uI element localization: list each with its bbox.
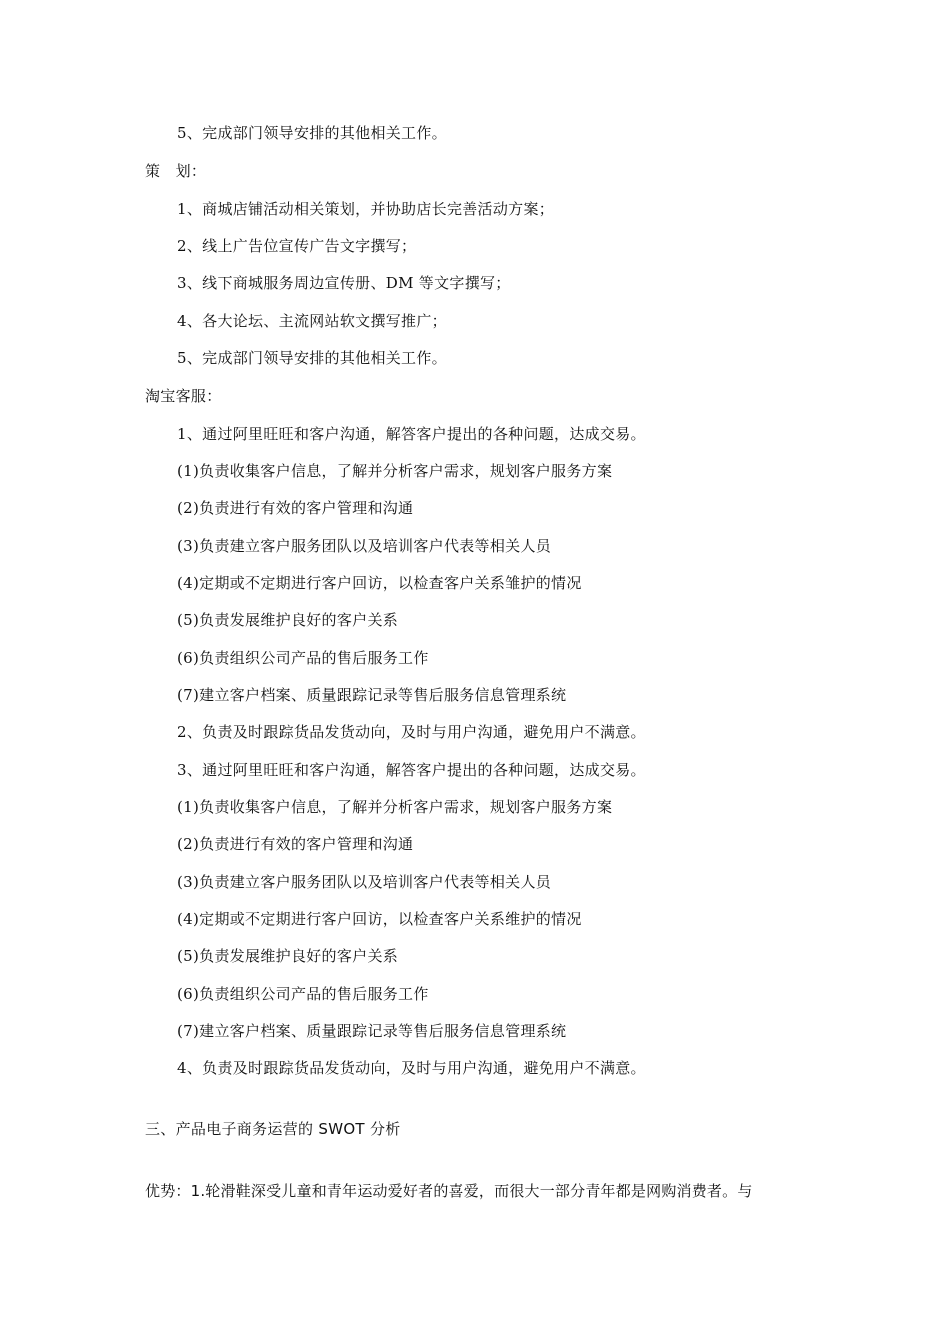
text-line: (7)建立客户档案、质量跟踪记录等售后服务信息管理系统 bbox=[177, 1022, 567, 1040]
text-line-strengths: 优势：1.轮滑鞋深受儿童和青年运动爱好者的喜爱，而很大一部分青年都是网购消费者。与 bbox=[145, 1182, 753, 1200]
text-line: (4)定期或不定期进行客户回访，以检查客户关系维护的情况 bbox=[177, 910, 582, 928]
section-heading-swot: 三、产品电子商务运营的 SWOT 分析 bbox=[145, 1120, 401, 1138]
text-line: 4、各大论坛、主流网站软文撰写推广； bbox=[177, 312, 447, 330]
text-line: (6)负责组织公司产品的售后服务工作 bbox=[177, 985, 429, 1003]
text-line: (6)负责组织公司产品的售后服务工作 bbox=[177, 649, 429, 667]
text-line: 2、线上广告位宣传广告文字撰写； bbox=[177, 237, 417, 255]
text-line: 5、完成部门领导安排的其他相关工作。 bbox=[177, 124, 447, 142]
text-line: (3)负责建立客户服务团队以及培训客户代表等相关人员 bbox=[177, 537, 552, 555]
text-line: 5、完成部门领导安排的其他相关工作。 bbox=[177, 349, 447, 367]
text-line: (1)负责收集客户信息，了解并分析客户需求，规划客户服务方案 bbox=[177, 462, 613, 480]
text-line: (5)负责发展维护良好的客户关系 bbox=[177, 947, 399, 965]
text-line: 1、商城店铺活动相关策划，并协助店长完善活动方案； bbox=[177, 200, 555, 218]
text-line: (2)负责进行有效的客户管理和沟通 bbox=[177, 499, 414, 517]
text-line: (4)定期或不定期进行客户回访，以检查客户关系雏护的情况 bbox=[177, 574, 582, 592]
text-line: (2)负责进行有效的客户管理和沟通 bbox=[177, 835, 414, 853]
text-line: 3、线下商城服务周边宣传册、DM 等文字撰写； bbox=[177, 274, 511, 292]
text-line: (5)负责发展维护良好的客户关系 bbox=[177, 611, 399, 629]
text-line: 2、负责及时跟踪货品发货动向，及时与用户沟通，避免用户不满意。 bbox=[177, 723, 646, 741]
section-label-taobao-service: 淘宝客服： bbox=[145, 387, 222, 405]
text-line: 1、通过阿里旺旺和客户沟通，解答客户提出的各种问题，达成交易。 bbox=[177, 425, 646, 443]
section-label-planning: 策 划： bbox=[145, 162, 207, 180]
text-line: 3、通过阿里旺旺和客户沟通，解答客户提出的各种问题，达成交易。 bbox=[177, 761, 646, 779]
text-line: (3)负责建立客户服务团队以及培训客户代表等相关人员 bbox=[177, 873, 552, 891]
text-line: 4、负责及时跟踪货品发货动向，及时与用户沟通，避免用户不满意。 bbox=[177, 1059, 646, 1077]
text-line: (1)负责收集客户信息，了解并分析客户需求，规划客户服务方案 bbox=[177, 798, 613, 816]
text-line: (7)建立客户档案、质量跟踪记录等售后服务信息管理系统 bbox=[177, 686, 567, 704]
